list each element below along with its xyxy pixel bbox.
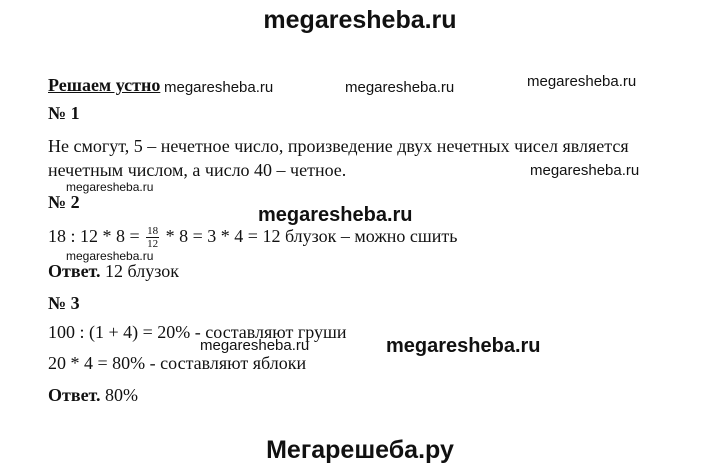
watermark-small: megaresheba.ru (530, 162, 640, 179)
watermark-small: megaresheba.ru (527, 73, 637, 90)
answer-value: 80% (100, 385, 139, 405)
watermark-small: megaresheba.ru (345, 79, 455, 96)
fraction-denominator: 12 (147, 238, 159, 251)
footer-watermark: Мегарешеба.ру (266, 436, 454, 464)
fraction-numerator: 18 (147, 225, 159, 238)
header-watermark: megaresheba.ru (263, 6, 457, 34)
answer-label: Ответ. (48, 261, 101, 281)
watermark-small: megaresheba.ru (164, 79, 274, 96)
problem-1-heading: № 1 (48, 103, 80, 123)
problem-1-text-line-1: Не смогут, 5 – нечетное число, произведение двух нечетных чисел является (48, 136, 629, 156)
problem-3-text-line-2: 20 * 4 = 80% - составляют яблоки (48, 353, 307, 373)
equation-prefix: 18 : 12 * 8 = (48, 226, 140, 246)
problem-1-text-line-2: нечетным числом, а число 40 – четное. (48, 160, 347, 180)
problem-3-answer (48, 385, 138, 406)
equation-suffix: * 8 = 3 * 4 = 12 блузок – можно сшить (165, 226, 458, 246)
watermark-big: megaresheba.ru (386, 335, 541, 357)
answer-value: 12 блузок (100, 261, 179, 281)
answer-label: Ответ. (48, 385, 101, 405)
problem-2-equation (48, 222, 457, 250)
watermark-small: megaresheba.ru (200, 337, 310, 354)
fraction (146, 225, 159, 250)
problem-3-heading: № 3 (48, 293, 80, 313)
watermark-tiny: megaresheba.ru (66, 180, 154, 194)
problem-3-text-line-1: 100 : (1 + 4) = 20% - составляют груши (48, 322, 347, 342)
problem-2-heading: № 2 (48, 192, 80, 212)
watermark-tiny: megaresheba.ru (66, 249, 154, 263)
section-title: Решаем устно (48, 75, 161, 95)
problem-2-answer (48, 261, 179, 282)
watermark-big: megaresheba.ru (258, 204, 413, 226)
